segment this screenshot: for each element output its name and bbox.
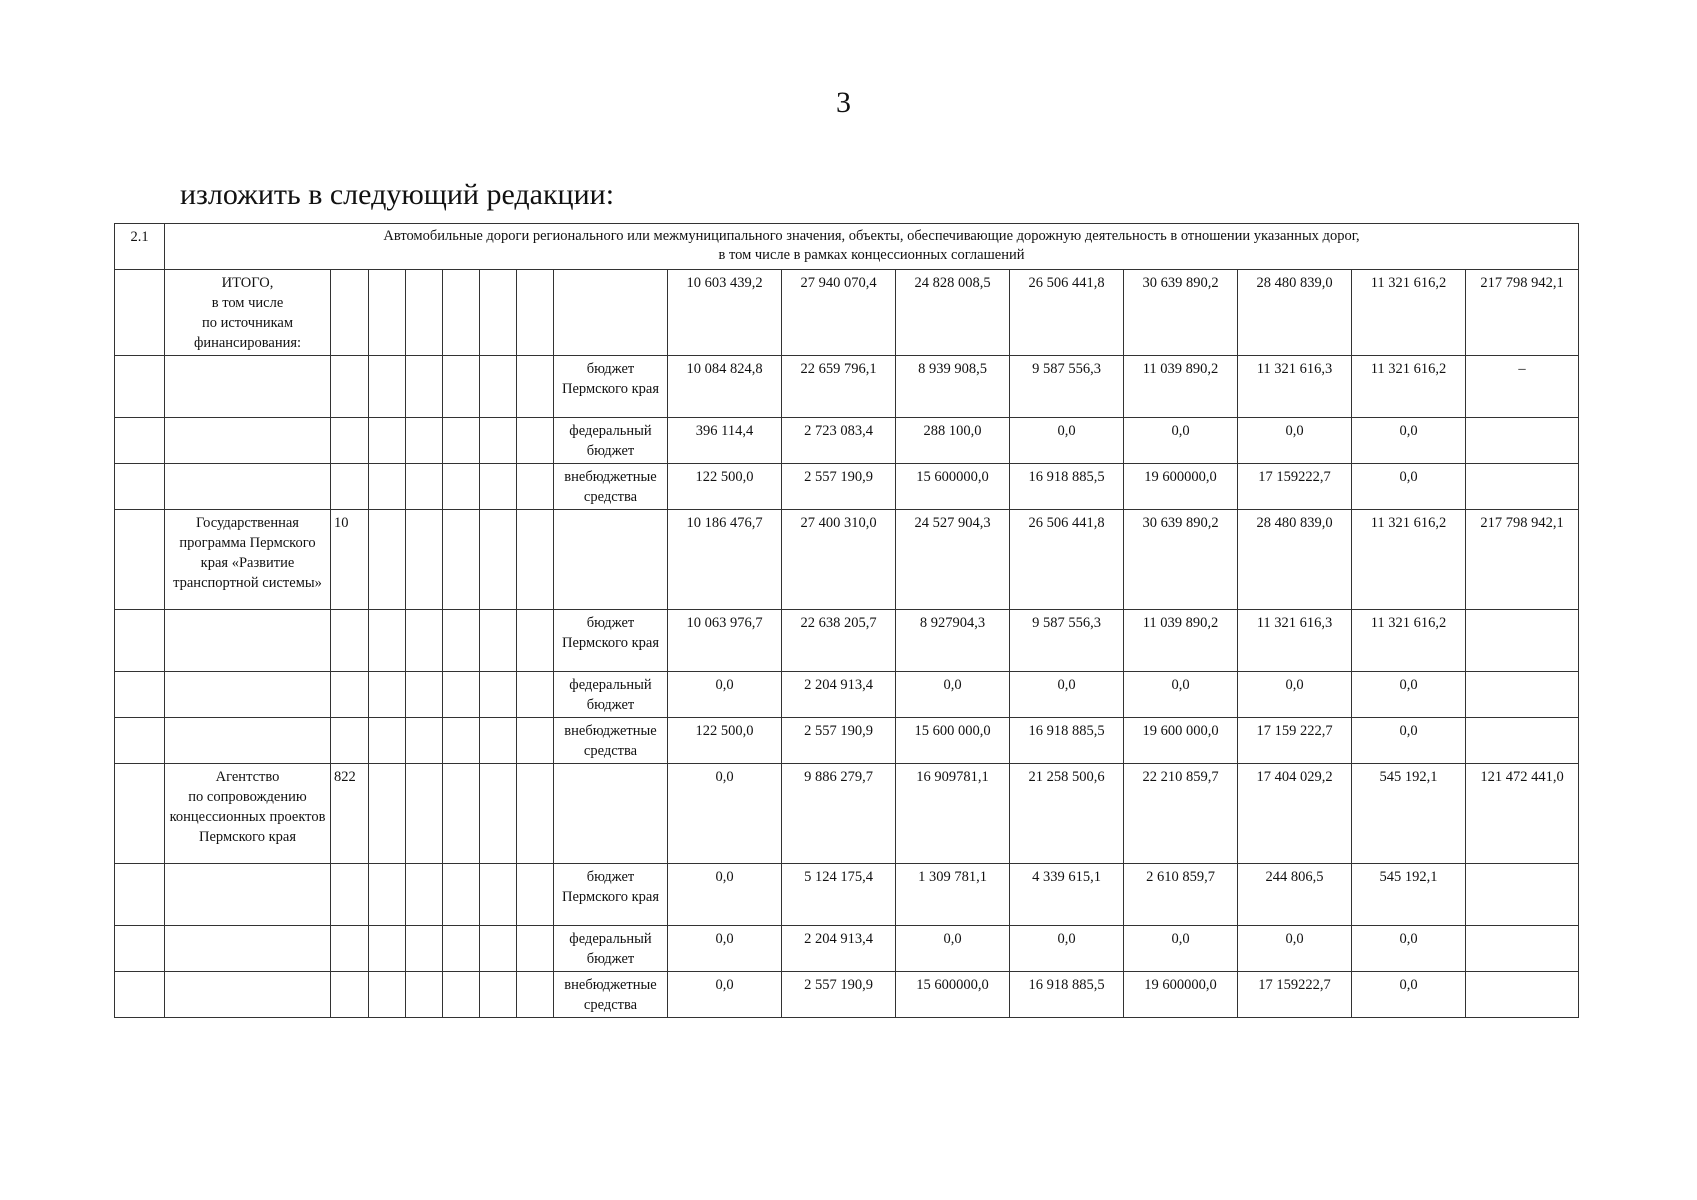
code-cell <box>331 270 369 356</box>
code-cell <box>517 464 554 510</box>
code-cell <box>369 972 406 1018</box>
program-name <box>165 356 331 418</box>
value-cell: 0,0 <box>896 926 1010 972</box>
value-cell: 22 659 796,1 <box>782 356 896 418</box>
value-cell: 0,0 <box>1238 418 1352 464</box>
value-cell: 545 192,1 <box>1352 864 1466 926</box>
value-cell: 2 557 190,9 <box>782 972 896 1018</box>
value-cell: 545 192,1 <box>1352 764 1466 864</box>
value-cell: 19 600 000,0 <box>1124 718 1238 764</box>
value-cell: 0,0 <box>1352 972 1466 1018</box>
value-cell: 19 600000,0 <box>1124 972 1238 1018</box>
code-cell <box>331 418 369 464</box>
code-cell <box>406 764 443 864</box>
code-cell <box>480 418 517 464</box>
value-cell: 8 927904,3 <box>896 610 1010 672</box>
code-cell <box>369 718 406 764</box>
code-cell <box>480 672 517 718</box>
funding-source: федеральный бюджет <box>554 418 668 464</box>
program-name <box>165 926 331 972</box>
program-name <box>165 718 331 764</box>
value-cell: 19 600000,0 <box>1124 464 1238 510</box>
value-cell: 11 321 616,3 <box>1238 610 1352 672</box>
code-cell <box>517 418 554 464</box>
value-cell: 4 339 615,1 <box>1010 864 1124 926</box>
code-cell <box>331 718 369 764</box>
code-cell <box>480 356 517 418</box>
value-cell: 22 210 859,7 <box>1124 764 1238 864</box>
value-cell <box>1466 418 1579 464</box>
value-cell: 9 587 556,3 <box>1010 610 1124 672</box>
code-cell <box>517 510 554 610</box>
value-cell: 10 063 976,7 <box>668 610 782 672</box>
code-cell <box>406 610 443 672</box>
value-cell: 2 204 913,4 <box>782 926 896 972</box>
row-number-cell <box>115 356 165 418</box>
code-cell <box>480 464 517 510</box>
value-cell: 17 159222,7 <box>1238 464 1352 510</box>
code-cell <box>443 972 480 1018</box>
code-cell <box>443 718 480 764</box>
row-number-cell <box>115 972 165 1018</box>
program-name <box>165 464 331 510</box>
value-cell: 0,0 <box>1352 464 1466 510</box>
section-title-line1: Автомобильные дороги регионального или межмуниципального значения, объекты, обеспечивающие дорожную деятельность в отношении указанных дорог, <box>383 228 1360 244</box>
code-cell: 10 <box>331 510 369 610</box>
value-cell: – <box>1466 356 1579 418</box>
code-cell: 822 <box>331 764 369 864</box>
code-cell <box>443 510 480 610</box>
code-cell <box>369 926 406 972</box>
value-cell: 2 204 913,4 <box>782 672 896 718</box>
code-cell <box>517 610 554 672</box>
code-cell <box>369 672 406 718</box>
code-cell <box>369 510 406 610</box>
value-cell: 22 638 205,7 <box>782 610 896 672</box>
code-cell <box>517 864 554 926</box>
funding-source: внебюджетные средства <box>554 464 668 510</box>
code-cell <box>369 270 406 356</box>
value-cell: 0,0 <box>896 672 1010 718</box>
row-number-cell <box>115 864 165 926</box>
program-name <box>165 610 331 672</box>
code-cell <box>517 926 554 972</box>
code-cell <box>406 972 443 1018</box>
group-header-row <box>115 270 1579 356</box>
program-name: ИТОГО, в том числе по источникам финансирования: <box>165 270 331 356</box>
code-cell <box>443 270 480 356</box>
code-cell <box>480 972 517 1018</box>
value-cell: 0,0 <box>1352 718 1466 764</box>
value-cell: 10 186 476,7 <box>668 510 782 610</box>
value-cell: 0,0 <box>1124 926 1238 972</box>
value-cell: 11 039 890,2 <box>1124 356 1238 418</box>
value-cell: 11 039 890,2 <box>1124 610 1238 672</box>
code-cell <box>443 926 480 972</box>
code-cell <box>443 356 480 418</box>
funding-source: бюджет Пермского края <box>554 356 668 418</box>
section-header-row <box>115 224 1579 270</box>
code-cell <box>480 270 517 356</box>
value-cell: 17 159222,7 <box>1238 972 1352 1018</box>
value-cell: 30 639 890,2 <box>1124 270 1238 356</box>
program-name <box>165 672 331 718</box>
program-name: Агентство по сопровождению концессионных проектов Пермского края <box>165 764 331 864</box>
value-cell: 0,0 <box>1352 672 1466 718</box>
value-cell: 24 828 008,5 <box>896 270 1010 356</box>
value-cell: 27 400 310,0 <box>782 510 896 610</box>
code-cell <box>517 270 554 356</box>
value-cell: 0,0 <box>668 926 782 972</box>
value-cell: 11 321 616,2 <box>1352 510 1466 610</box>
value-cell: 0,0 <box>1352 418 1466 464</box>
intro-text: изложить в следующий редакции: <box>180 178 615 211</box>
value-cell: 26 506 441,8 <box>1010 270 1124 356</box>
value-cell: 16 918 885,5 <box>1010 718 1124 764</box>
code-cell <box>331 610 369 672</box>
page-number: 3 <box>836 86 851 119</box>
value-cell: 217 798 942,1 <box>1466 270 1579 356</box>
code-cell <box>369 610 406 672</box>
code-cell <box>331 864 369 926</box>
value-cell <box>1466 672 1579 718</box>
code-cell <box>331 926 369 972</box>
code-cell <box>406 864 443 926</box>
value-cell: 0,0 <box>668 764 782 864</box>
value-cell: 0,0 <box>1238 926 1352 972</box>
value-cell <box>1466 610 1579 672</box>
row-number-cell <box>115 270 165 356</box>
funding-source: внебюджетные средства <box>554 718 668 764</box>
value-cell: 288 100,0 <box>896 418 1010 464</box>
value-cell: 11 321 616,3 <box>1238 356 1352 418</box>
section-title <box>165 224 1579 270</box>
program-name <box>165 864 331 926</box>
value-cell: 28 480 839,0 <box>1238 270 1352 356</box>
row-number-cell <box>115 718 165 764</box>
value-cell: 5 124 175,4 <box>782 864 896 926</box>
row-number-cell <box>115 610 165 672</box>
value-cell: 17 404 029,2 <box>1238 764 1352 864</box>
value-cell: 15 600000,0 <box>896 972 1010 1018</box>
code-cell <box>331 356 369 418</box>
value-cell: 0,0 <box>668 972 782 1018</box>
value-cell: 2 723 083,4 <box>782 418 896 464</box>
row-number-cell <box>115 418 165 464</box>
code-cell <box>406 464 443 510</box>
code-cell <box>331 464 369 510</box>
value-cell: 0,0 <box>668 672 782 718</box>
value-cell: 2 557 190,9 <box>782 464 896 510</box>
code-cell <box>480 510 517 610</box>
value-cell: 0,0 <box>1238 672 1352 718</box>
code-cell <box>443 672 480 718</box>
source-cell <box>554 764 668 864</box>
value-cell: 0,0 <box>1124 418 1238 464</box>
funding-source: бюджет Пермского края <box>554 864 668 926</box>
value-cell: 16 918 885,5 <box>1010 972 1124 1018</box>
row-number-cell <box>115 510 165 610</box>
value-cell: 1 309 781,1 <box>896 864 1010 926</box>
source-row <box>115 672 1579 718</box>
value-cell: 9 886 279,7 <box>782 764 896 864</box>
code-cell <box>480 610 517 672</box>
code-cell <box>480 718 517 764</box>
source-row <box>115 356 1579 418</box>
value-cell: 17 159 222,7 <box>1238 718 1352 764</box>
value-cell: 16 909781,1 <box>896 764 1010 864</box>
value-cell: 2 610 859,7 <box>1124 864 1238 926</box>
code-cell <box>406 356 443 418</box>
value-cell: 0,0 <box>1010 926 1124 972</box>
row-number-cell <box>115 926 165 972</box>
source-row <box>115 718 1579 764</box>
funding-source: федеральный бюджет <box>554 926 668 972</box>
code-cell <box>480 864 517 926</box>
funding-source: бюджет Пермского края <box>554 610 668 672</box>
code-cell <box>443 464 480 510</box>
source-row <box>115 926 1579 972</box>
value-cell <box>1466 926 1579 972</box>
source-row <box>115 464 1579 510</box>
section-number: 2.1 <box>115 224 165 270</box>
financing-table <box>114 223 1579 1018</box>
value-cell: 11 321 616,2 <box>1352 270 1466 356</box>
source-cell <box>554 510 668 610</box>
code-cell <box>443 418 480 464</box>
code-cell <box>517 972 554 1018</box>
section-title-line2: в том числе в рамках концессионных соглашений <box>718 247 1025 263</box>
value-cell: 2 557 190,9 <box>782 718 896 764</box>
funding-source: федеральный бюджет <box>554 672 668 718</box>
code-cell <box>406 270 443 356</box>
source-row <box>115 610 1579 672</box>
value-cell: 244 806,5 <box>1238 864 1352 926</box>
group-header-row <box>115 510 1579 610</box>
row-number-cell <box>115 672 165 718</box>
code-cell <box>406 926 443 972</box>
value-cell: 11 321 616,2 <box>1352 610 1466 672</box>
value-cell: 217 798 942,1 <box>1466 510 1579 610</box>
value-cell: 30 639 890,2 <box>1124 510 1238 610</box>
program-name: Государственная программа Пермского края «Развитие транспортной системы» <box>165 510 331 610</box>
code-cell <box>406 418 443 464</box>
code-cell <box>443 610 480 672</box>
program-name <box>165 418 331 464</box>
group-header-row <box>115 764 1579 864</box>
value-cell: 122 500,0 <box>668 718 782 764</box>
value-cell: 24 527 904,3 <box>896 510 1010 610</box>
value-cell: 11 321 616,2 <box>1352 356 1466 418</box>
funding-source: внебюджетные средства <box>554 972 668 1018</box>
value-cell: 10 603 439,2 <box>668 270 782 356</box>
code-cell <box>369 464 406 510</box>
value-cell: 0,0 <box>668 864 782 926</box>
source-row <box>115 972 1579 1018</box>
code-cell <box>369 418 406 464</box>
program-name <box>165 972 331 1018</box>
code-cell <box>443 864 480 926</box>
code-cell <box>480 764 517 864</box>
value-cell: 16 918 885,5 <box>1010 464 1124 510</box>
row-number-cell <box>115 464 165 510</box>
value-cell: 121 472 441,0 <box>1466 764 1579 864</box>
value-cell <box>1466 972 1579 1018</box>
value-cell <box>1466 864 1579 926</box>
value-cell: 0,0 <box>1352 926 1466 972</box>
source-cell <box>554 270 668 356</box>
value-cell: 122 500,0 <box>668 464 782 510</box>
value-cell <box>1466 464 1579 510</box>
source-row <box>115 418 1579 464</box>
value-cell: 0,0 <box>1010 672 1124 718</box>
code-cell <box>369 864 406 926</box>
value-cell: 21 258 500,6 <box>1010 764 1124 864</box>
code-cell <box>369 356 406 418</box>
value-cell: 15 600 000,0 <box>896 718 1010 764</box>
code-cell <box>406 510 443 610</box>
code-cell <box>517 672 554 718</box>
value-cell: 8 939 908,5 <box>896 356 1010 418</box>
value-cell: 28 480 839,0 <box>1238 510 1352 610</box>
code-cell <box>480 926 517 972</box>
code-cell <box>331 672 369 718</box>
code-cell <box>443 764 480 864</box>
code-cell <box>369 764 406 864</box>
code-cell <box>406 718 443 764</box>
source-row <box>115 864 1579 926</box>
code-cell <box>331 972 369 1018</box>
value-cell <box>1466 718 1579 764</box>
row-number-cell <box>115 764 165 864</box>
value-cell: 0,0 <box>1124 672 1238 718</box>
value-cell: 15 600000,0 <box>896 464 1010 510</box>
value-cell: 9 587 556,3 <box>1010 356 1124 418</box>
value-cell: 10 084 824,8 <box>668 356 782 418</box>
code-cell <box>517 764 554 864</box>
code-cell <box>517 356 554 418</box>
value-cell: 26 506 441,8 <box>1010 510 1124 610</box>
value-cell: 396 114,4 <box>668 418 782 464</box>
value-cell: 27 940 070,4 <box>782 270 896 356</box>
code-cell <box>406 672 443 718</box>
value-cell: 0,0 <box>1010 418 1124 464</box>
code-cell <box>517 718 554 764</box>
